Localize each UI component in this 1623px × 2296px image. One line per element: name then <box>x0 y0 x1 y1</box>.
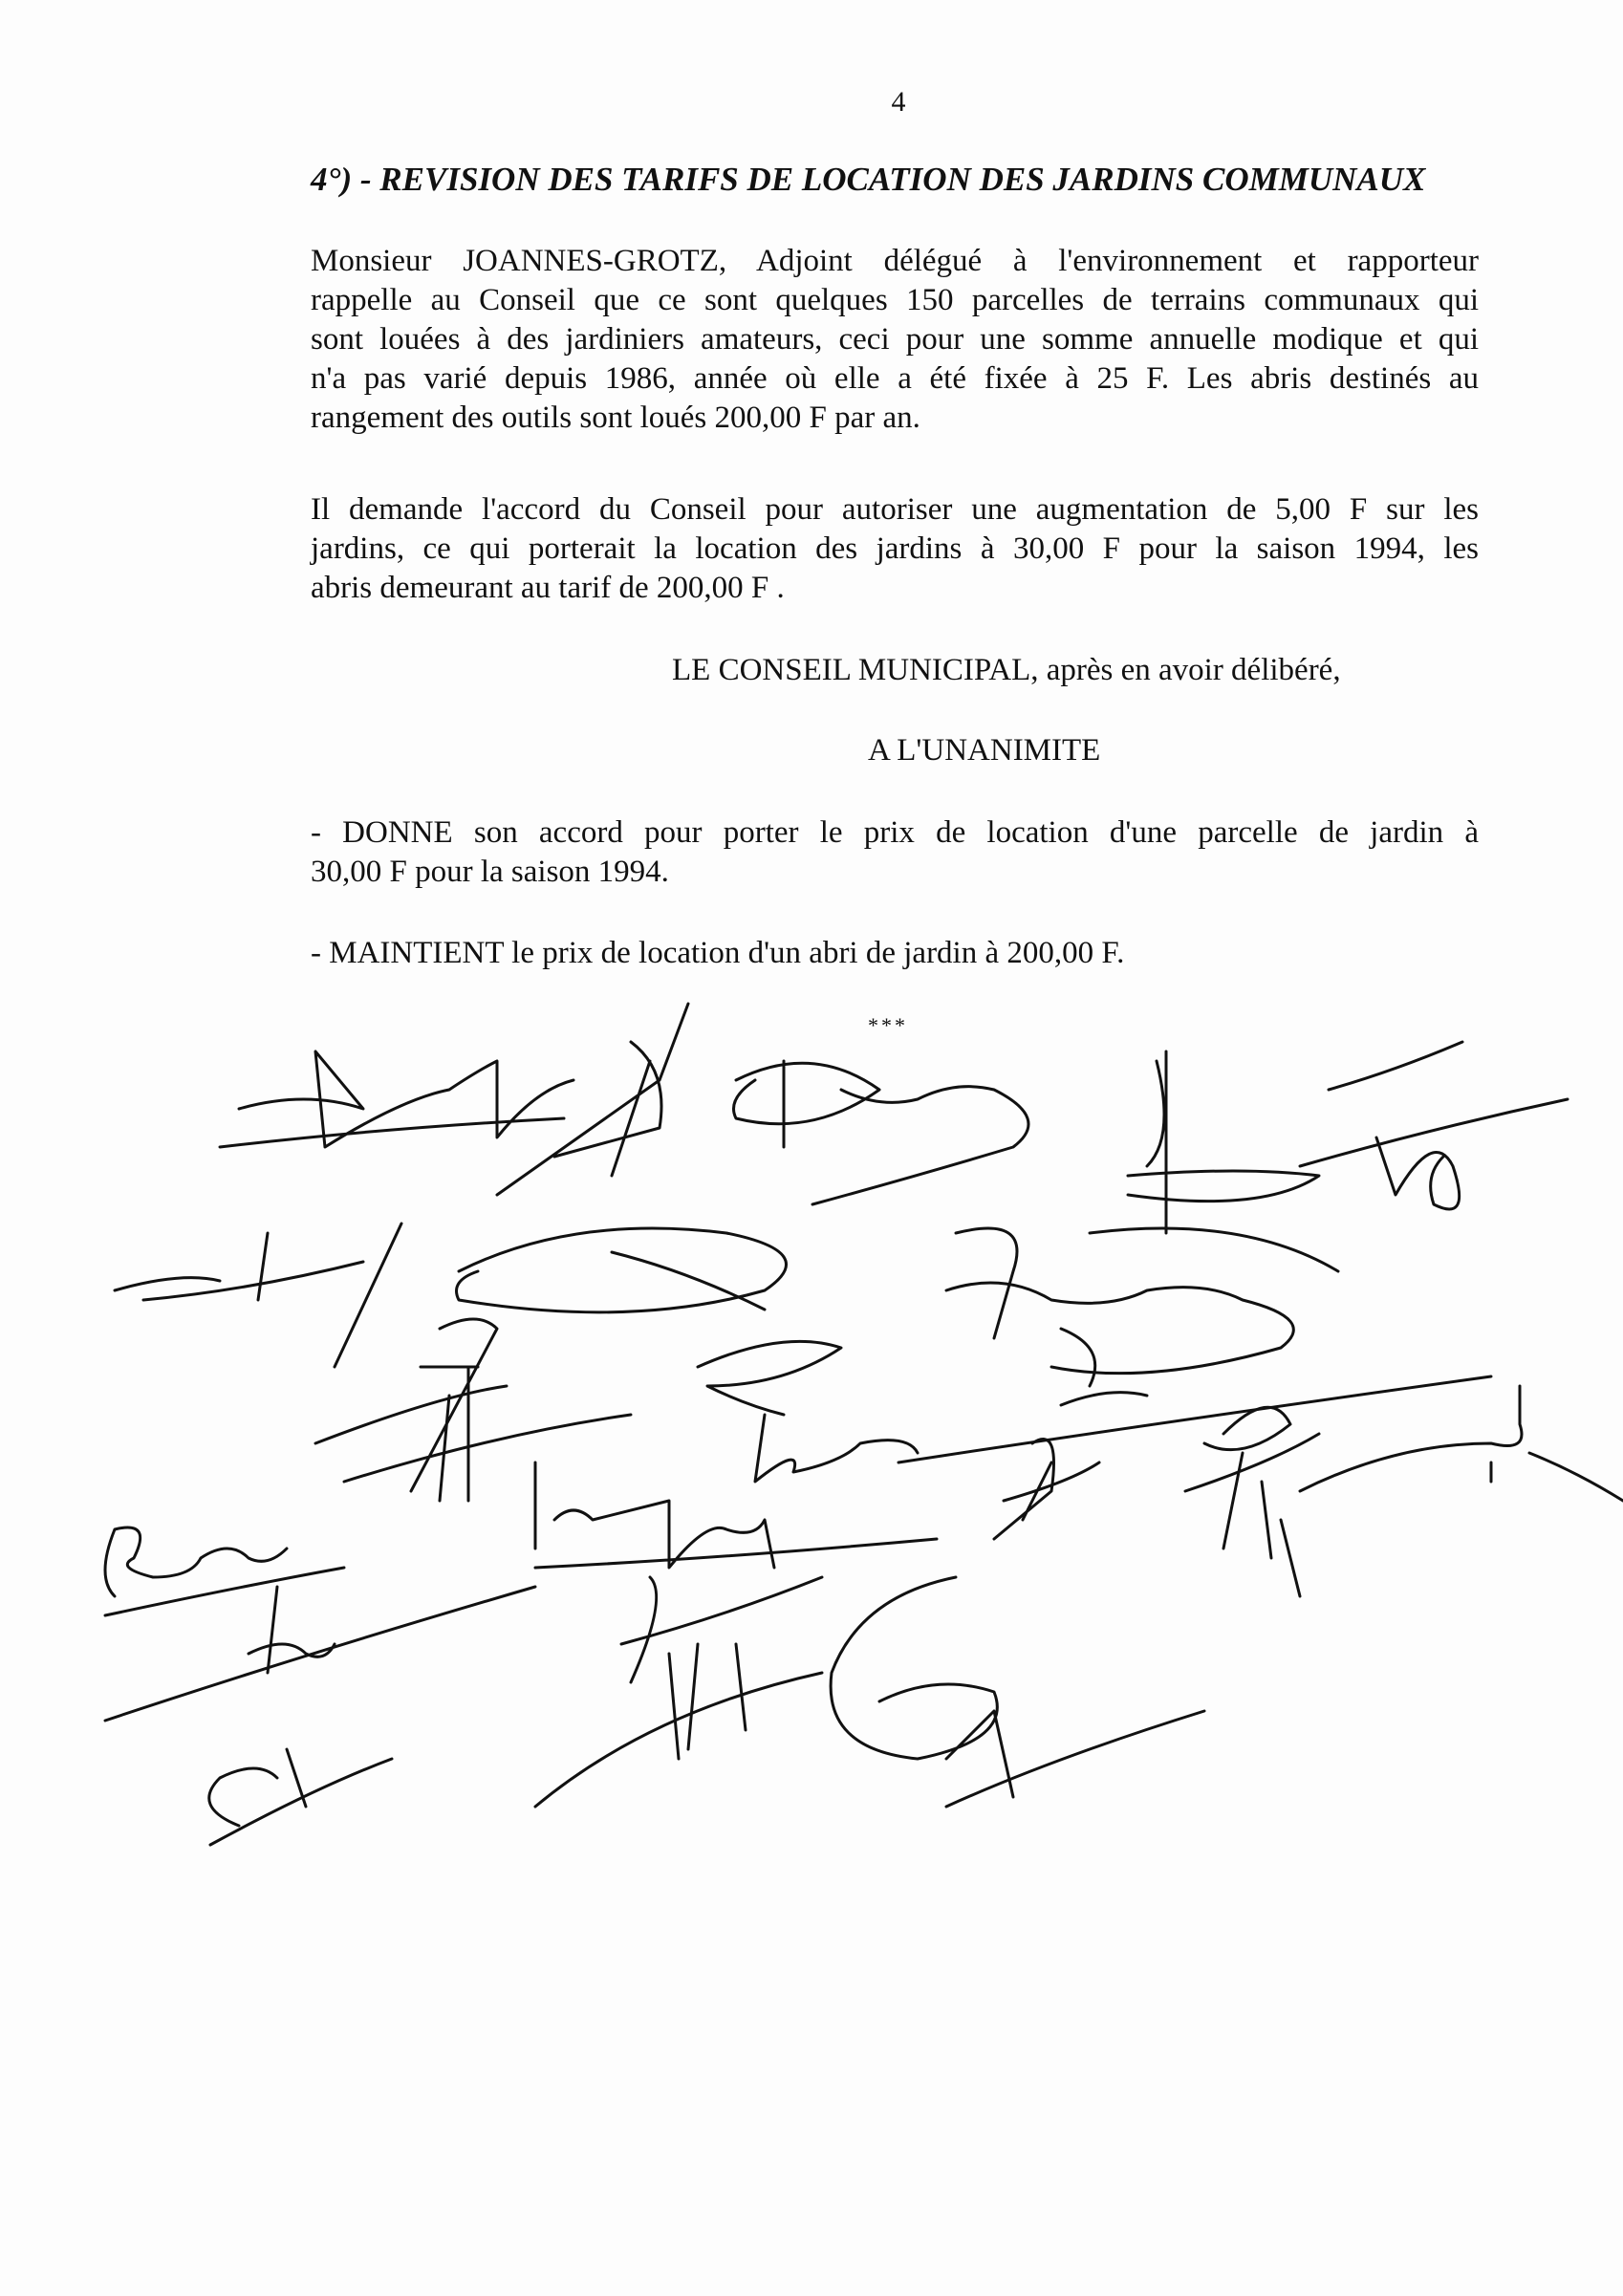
signature <box>457 1228 787 1312</box>
signature <box>315 1319 631 1501</box>
text-line: sont louées à des jardiniers amateurs, ceci pour une somme annuelle modique et qui <box>311 322 1479 357</box>
signature <box>105 1527 344 1615</box>
signatures-area <box>0 985 1623 1864</box>
signature <box>1128 1051 1319 1233</box>
signature <box>105 1587 535 1721</box>
text-line: abris demeurant au tarif de 200,00 F . <box>311 571 785 605</box>
decision-donne <box>311 813 1479 892</box>
signature <box>1300 1386 1623 1501</box>
signature <box>831 1577 1204 1807</box>
separator: *** <box>868 1013 908 1037</box>
signature <box>115 1224 401 1367</box>
paragraph-demande <box>311 490 1479 608</box>
signature <box>220 1051 573 1147</box>
page-number: 4 <box>891 86 906 118</box>
signature <box>497 1004 688 1195</box>
text-line: Il demande l'accord du Conseil pour autoriser une augmentation de 5,00 F sur les <box>311 492 1479 527</box>
signature <box>535 1577 822 1807</box>
paragraph-rapporteur <box>311 242 1479 438</box>
text-line: Monsieur JOANNES-GROTZ, Adjoint délégué à l'environnement et rapporteur <box>311 244 1479 278</box>
text-line: rangement des outils sont loués 200,00 F par an. <box>311 401 920 435</box>
text-line: - MAINTIENT le prix de location d'un abri de jardin à 200,00 F. <box>311 936 1125 970</box>
text-line: n'a pas varié depuis 1986, année où elle a été fixée à 25 F. Les abris destinés au <box>311 361 1479 396</box>
decision-maintient <box>311 934 1479 973</box>
signature <box>994 1440 1099 1539</box>
text-line: 30,00 F pour la saison 1994. <box>311 855 669 889</box>
signature <box>209 1749 392 1845</box>
signature <box>734 1061 1029 1204</box>
text-line: rappelle au Conseil que ce sont quelques 150 parcelles de terrains communaux qui <box>311 283 1479 317</box>
section-title: 4°) - REVISION DES TARIFS DE LOCATION DES JARDINS COMMUNAUX <box>311 161 1426 198</box>
unanimity-line: A L'UNANIMITE <box>868 733 1101 768</box>
signature <box>946 1228 1338 1374</box>
signature <box>1185 1407 1319 1596</box>
signature <box>535 1462 937 1568</box>
signature <box>698 1329 1491 1482</box>
text-line: - DONNE son accord pour porter le prix de location d'une parcelle de jardin à <box>311 815 1479 850</box>
council-line: LE CONSEIL MUNICIPAL, après en avoir délibéré, <box>672 653 1341 687</box>
text-line: jardins, ce qui porterait la location des jardins à 30,00 F pour la saison 1994, les <box>311 531 1479 566</box>
signature <box>1300 1042 1568 1209</box>
